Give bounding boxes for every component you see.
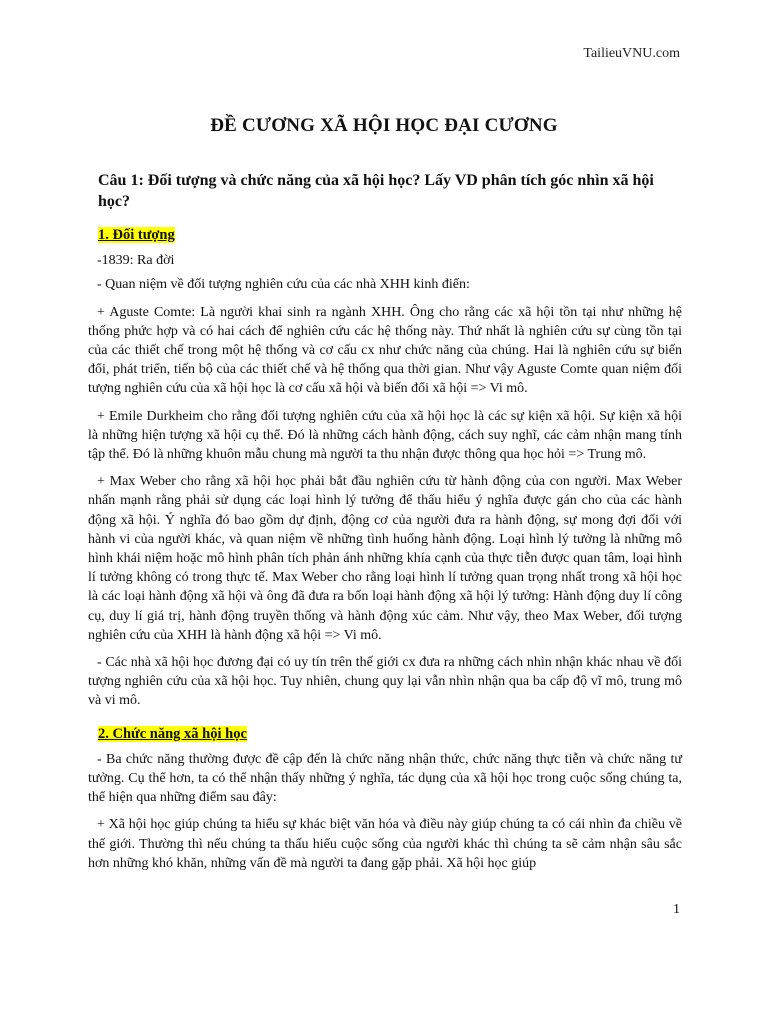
section-1-heading-text: 1. Đối tượng <box>98 227 175 243</box>
paragraph: + Emile Durkheim cho rằng đối tượng nghiên cứu của xã hội học là các sự kiện xã hội. Sự kiện xã hội là những hiện tượng xã hội cụ thể. Đó là những cách hành động, cách suy nghĩ, các cảm nhận mang tính tập thể. Đó là những khuôn mẫu chung mà người ta thu nhận được thông qua học hỏi => Trung mô. <box>88 408 682 463</box>
paragraph: - Quan niệm về đối tượng nghiên cứu của các nhà XHH kinh điển: <box>97 277 470 293</box>
document-title: ĐỀ CƯƠNG XÃ HỘI HỌC ĐẠI CƯƠNG <box>210 115 558 136</box>
section-1-heading <box>88 226 682 245</box>
section-2-heading <box>88 725 682 744</box>
paragraph: - Các nhà xã hội học đương đại có uy tín trên thế giới cx đưa ra những cách nhìn nhận khác nhau về đối tượng nghiên cứu của xã hội học. Tuy nhiên, chung quy lại vẫn nhìn nhận qua ba cấp độ vĩ mô, trung mô và vi mô. <box>88 655 682 709</box>
paragraph: + Xã hội học giúp chúng ta hiểu sự khác biệt văn hóa và điều này giúp chúng ta có cái nhìn đa chiều về thế giới. Thường thì nếu chúng ta thấu hiểu cuộc sống của người khác thì chúng ta sẽ cảm nhận sâu sắc hơn những khó khăn, những vấn đề mà người ta đang gặp phải. Xã hội học giúp <box>88 817 682 871</box>
paragraph: + Aguste Comte: Là người khai sinh ra ngành XHH. Ông cho rằng các xã hội tồn tại như những hệ thống phức hợp và có hai cách để nghiên cứu các hệ thống này. Thứ nhất là nghiên cứu sự cùng tồn tại của các thiết chế trong một hệ thống và cơ cấu cx như chức năng của chúng. Hai là nghiên cứu sự biến đổi, phát triển, tiến bộ của các thiết chế và hệ thống qua thời gian. Như vậy Aguste Comte quan niệm đối tượng nghiên cứu của xã hội học là cơ cấu xã hội và biến đổi xã hội => Vi mô. <box>88 304 682 397</box>
section-2-heading-text: 2. Chức năng xã hội học <box>98 725 247 742</box>
question-1-heading: Câu 1: Đối tượng và chức năng của xã hội học? Lấy VD phân tích góc nhìn xã hội học? <box>98 172 654 210</box>
page-number: 1 <box>673 902 680 917</box>
document-body <box>88 170 682 881</box>
paragraph: + Max Weber cho rằng xã hội học phải bắt đầu nghiên cứu từ hành động của con người. Max Weber nhấn mạnh rằng phải sử dụng các loại hình lý tưởng để thấu hiểu ý nghĩa được gán cho của các hành động xã hội. Ý nghĩa đó bao gồm dự định, động cơ của người đưa ra hành động, sự mong đợi đối với hành vi của người khác, và quan niệm về những tình huống hành động. Loại hình lý tưởng là những mô hình khái niệm hoặc mô hình phân tích phản ánh những khía cạnh của thực tiễn được quan tâm, loại hình lí tưởng không có trong thực tế. Max Weber cho rằng loại hình lí tưởng quan trọng nhất trong xã hội học là các loại hành động xã hội và ông đã đưa ra bốn loại hành động xã hội lý tưởng: Hành động duy lí công cụ, duy lí giá trị, hành động truyền thống và hành động xúc cảm. Như vậy, theo Max Weber, đối tượng nghiên cứu của XHH là hành động xã hội => Vi mô. <box>88 474 682 643</box>
site-name-header: TailieuVNU.com <box>583 46 680 61</box>
paragraph: - Ba chức năng thường được đề cập đến là chức năng nhận thức, chức năng thực tiễn và chức năng tư tưởng. Cụ thể hơn, ta có thể nhận thấy những ý nghĩa, tác dụng của xã hội học trong cuộc sống chúng ta, thể hiện qua những điểm sau đây: <box>88 751 682 806</box>
paragraph: -1839: Ra đời <box>97 253 175 269</box>
